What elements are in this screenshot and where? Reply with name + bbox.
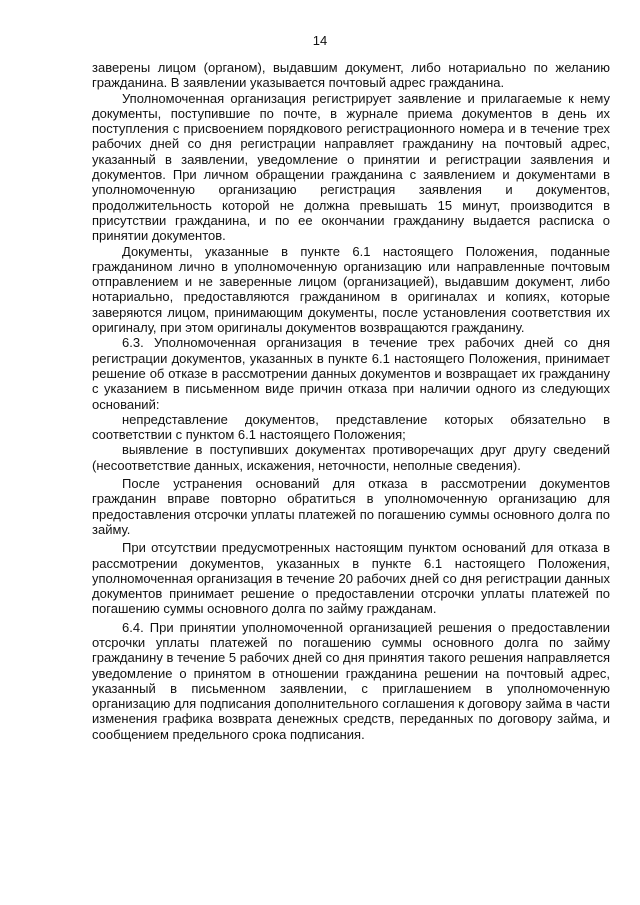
paragraph: После устранения оснований для отказа в рассмотрении документов гражданин вправе повторно обратиться в уполномоченную организацию для предоставления отсрочки уплаты платежей по погашению суммы основного долга по займу. — [92, 476, 610, 537]
paragraph: При отсутствии предусмотренных настоящим пунктом оснований для отказа в рассмотрении документов, указанных в пункте 6.1 настоящего Положения, уполномоченная организация в течение 20 рабочих дней со дня регистрации данных документов принимает решение о предоставлении отсрочки уплаты платежей по погашению суммы основного долга по займу гражданам. — [92, 540, 610, 617]
paragraph: Уполномоченная организация регистрирует заявление и прилагаемые к нему документы, поступившие по почте, в журнале приема документов в день их поступления с присвоением порядкового регистрационного номера и в течение трех рабочих дней со дня регистрации направляет гражданину на почтовый адрес, указанный в заявлении, уведомление о принятии и регистрации заявления и документов. При личном обращении гражданина с заявлением и документами в уполномоченную организацию регистрация заявления и документов, продолжительность которой не должна превышать 15 минут, производится в присутствии гражданина, и по ее окончании гражданину выдается расписка о принятии документов. — [92, 90, 610, 244]
list-item-reason: непредставление документов, представление которых обязательно в соответствии с пунктом 6.1 настоящего Положения; — [92, 411, 610, 443]
document-body — [92, 60, 610, 742]
paragraph: Документы, указанные в пункте 6.1 настоящего Положения, поданные гражданином лично в уполномоченную организацию или направленные почтовым отправлением и не заверенные лицом (организацией), выдавшим документ, либо нотариально, предоставляются гражданином в оригиналах и копиях, которые заверяются лицом, принимающим документы, после установления соответствия их оригиналу, при этом оригиналы документов возвращаются гражданину. — [92, 243, 610, 336]
paragraph: заверены лицом (органом), выдавшим документ, либо нотариально по желанию гражданина. В заявлении указывается почтовый адрес гражданина. — [92, 60, 610, 91]
page-number: 14 — [312, 33, 328, 48]
paragraph-6-3: 6.3. Уполномоченная организация в течение трех рабочих дней со дня регистрации документов, указанных в пункте 6.1 настоящего Положения, принимает решение об отказе в рассмотрении данных документов и возвращает их гражданину с указанием в письменном виде причин отказа при наличии одного из следующих оснований: — [92, 335, 610, 412]
list-item-reason: выявление в поступивших документах противоречащих друг другу сведений (несоответствие данных, искажения, неточности, неполные сведения). — [92, 442, 610, 473]
paragraph-6-4: 6.4. При принятии уполномоченной организацией решения о предоставлении отсрочки уплаты платежей по погашению суммы основного долга по займу гражданину в течение 5 рабочих дней со дня принятия такого решения направляется уведомление о принятом в отношении гражданина решении на почтовый адрес, указанный в письменном заявлении, с приглашением в уполномоченную организацию для подписания дополнительного соглашения к договору займа в части изменения графика возврата денежных средств, переданных по договору займа, и сообщением предельного срока подписания. — [92, 619, 610, 742]
